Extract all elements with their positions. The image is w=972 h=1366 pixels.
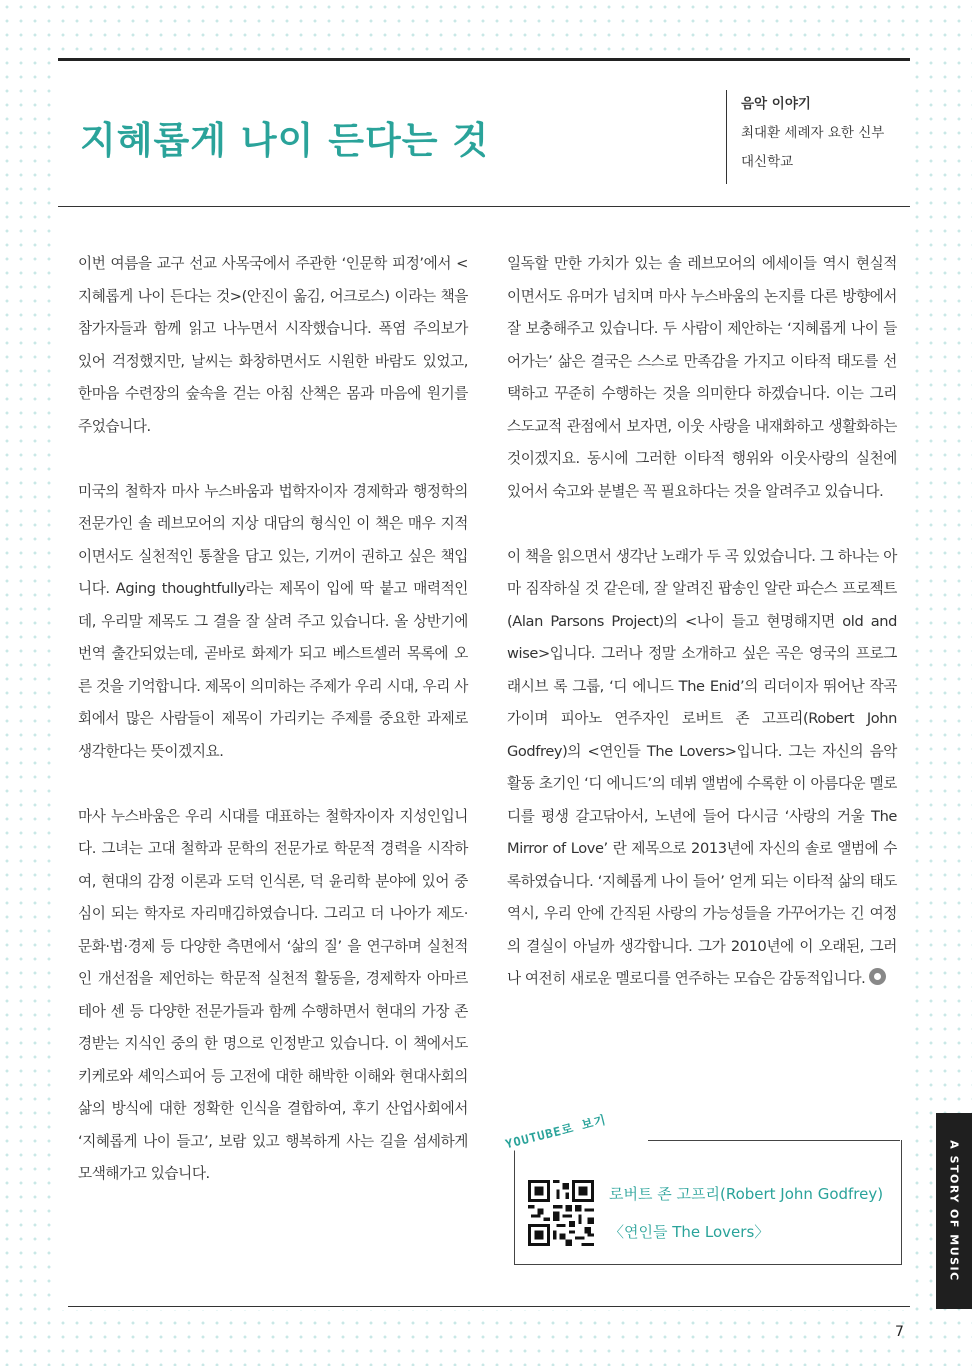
section-tab xyxy=(936,1113,972,1309)
left-column xyxy=(78,248,468,1223)
paragraph-text: 이 책을 읽으면서 생각난 노래가 두 곡 있었습니다. 그 하나는 아마 짐작하실 것 같은데, 잘 알려진 팝송인 알란 파슨스 프로젝트(Alan Parsons Project)의 <나이 들고 현명해지면 old and wise>입니다. 그러나 정말 소개하고 싶은 곡은 영국의 프로그래시브 록 그룹, ‘디 에니드 The Enid’의 리더이자 뛰어난 작곡가이며 피아노 연주자인 로버트 존 고프리(Robert John Godfrey)의 <연인들 The Lovers>입니다. 그는 자신의 음악 활동 초기인 ‘디 에니드’의 데뷔 앨범에 수록한 이 아름다운 멜로디를 평생 갈고닦아서, 노년에 들어 다시금 ‘사랑의 거울 The Mirror of Love’ 란 제목으로 2013년에 자신의 솔로 앨범에 수록하였습니다. ‘지혜롭게 나이 들어’ 얻게 되는 이타적 삶의 태도 역시, 우리 안에 간직된 사랑의 가능성들을 가꾸어가는 긴 여정의 결실이 아닐까 생각합니다. 그가 2010년에 이 오래된, 그러나 여전히 새로운 멜로디를 연주하는 모습은 감동적입니다. xyxy=(507,547,897,987)
article-title: 지혜롭게 나이 든다는 것 xyxy=(80,118,490,162)
top-rule xyxy=(58,58,910,61)
youtube-subtitle: 〈연인들 The Lovers〉 xyxy=(609,1223,770,1241)
section-tab-label: A STORY OF MUSIC xyxy=(947,1140,961,1282)
paragraph: 이번 여름을 교구 선교 사목국에서 주관한 ‘인문학 피정’에서 <지혜롭게 나이 든다는 것>(안진이 옮김, 어크로스) 이라는 책을 참가자들과 함께 읽고 나누면서 시작했습니다. 폭염 주의보가 있어 걱정했지만, 날씨는 화창하면서도 시원한 바람도 있었고, 한마음 수련장의 숲속을 걷는 아침 산책은 몸과 마음에 원기를 주었습니다. xyxy=(78,255,468,435)
article-meta xyxy=(726,90,884,184)
youtube-caption: 로버트 존 고프리(Robert John Godfrey) xyxy=(609,1185,884,1203)
header-divider xyxy=(58,206,910,207)
author-affiliation: 대신학교 xyxy=(741,154,794,170)
page xyxy=(58,58,910,1310)
end-mark-icon xyxy=(869,968,886,985)
right-column xyxy=(507,248,897,1028)
author-name: 최대환 세례자 요한 신부 xyxy=(741,125,885,141)
paragraph xyxy=(507,541,897,996)
paragraph: 미국의 철학자 마사 누스바움과 법학자이자 경제학과 행정학의 전문가인 솔 레브모어의 지상 대담의 형식인 이 책은 매우 지적이면서도 실천적인 통찰을 담고 있는, 기꺼이 권하고 싶은 책입니다. Aging thoughtfully라는 제목이 입에 딱 붙고 매력적인데, 우리말 제목도 그 결을 잘 살려 주고 있습니다. 올 상반기에 번역 출간되었는데, 곧바로 화제가 되고 베스트셀러 목록에 오른 것을 기억합니다. 제목이 의미하는 주제가 우리 시대, 우리 사회에서 많은 사람들이 제목이 가리키는 주제를 중요한 과제로 생각한다는 뜻이겠지요. xyxy=(78,482,468,760)
paragraph: 일독할 만한 가치가 있는 솔 레브모어의 에세이들 역시 현실적이면서도 유머가 넘치며 마사 누스바움의 논지를 다른 방향에서 잘 보충해주고 있습니다. 두 사람이 제안하는 ‘지혜롭게 나이 들어가는’ 삶은 결국은 스스로 만족감을 가지고 이타적 태도를 선택하고 꾸준히 수행하는 것을 의미한다 하겠습니다. 이는 그리스도교적 관점에서 보자면, 이웃 사랑을 내재화하고 생활화하는 것이겠지요. 동시에 그러한 이타적 행위와 이웃사랑의 실천에 있어서 숙고와 분별은 꼭 필요하다는 것을 알려주고 있습니다. xyxy=(507,255,897,500)
page-number: 7 xyxy=(895,1324,904,1340)
paragraph: 마사 누스바움은 우리 시대를 대표하는 철학자이자 지성인입니다. 그녀는 고대 철학과 문학의 전문가로 학문적 경력을 시작하여, 현대의 감정 이론과 도덕 인식론, 덕 윤리학 분야에 있어 중심이 되는 학자로 자리매김하였습니다. 그리고 더 나아가 제도·문화·법·경제 등 다양한 측면에서 ‘삶의 질’ 을 연구하며 실천적인 개선점을 제언하는 학문적 실천적 활동을, 경제학자 아마르테아 센 등 다양한 전문가들과 함께 수행하면서 현대의 가장 존경받는 지식인 중의 한 명으로 인정받고 있습니다. 이 책에서도 키케로와 셰익스피어 등 고전에 대한 해박한 이해와 현대사회의 삶의 방식에 대한 정확한 인식을 결합하여, 후기 산업사회에서 ‘지혜롭게 나이 들고’, 보람 있고 행복하게 사는 길을 섬세하게 모색해가고 있습니다. xyxy=(78,807,468,1182)
youtube-badge: YOUTUBE로 보기 xyxy=(500,1110,612,1153)
category-label: 음악 이야기 xyxy=(741,96,811,112)
youtube-box-top-border xyxy=(648,1140,900,1141)
qr-code-icon[interactable] xyxy=(528,1180,594,1246)
bottom-rule xyxy=(68,1306,910,1307)
